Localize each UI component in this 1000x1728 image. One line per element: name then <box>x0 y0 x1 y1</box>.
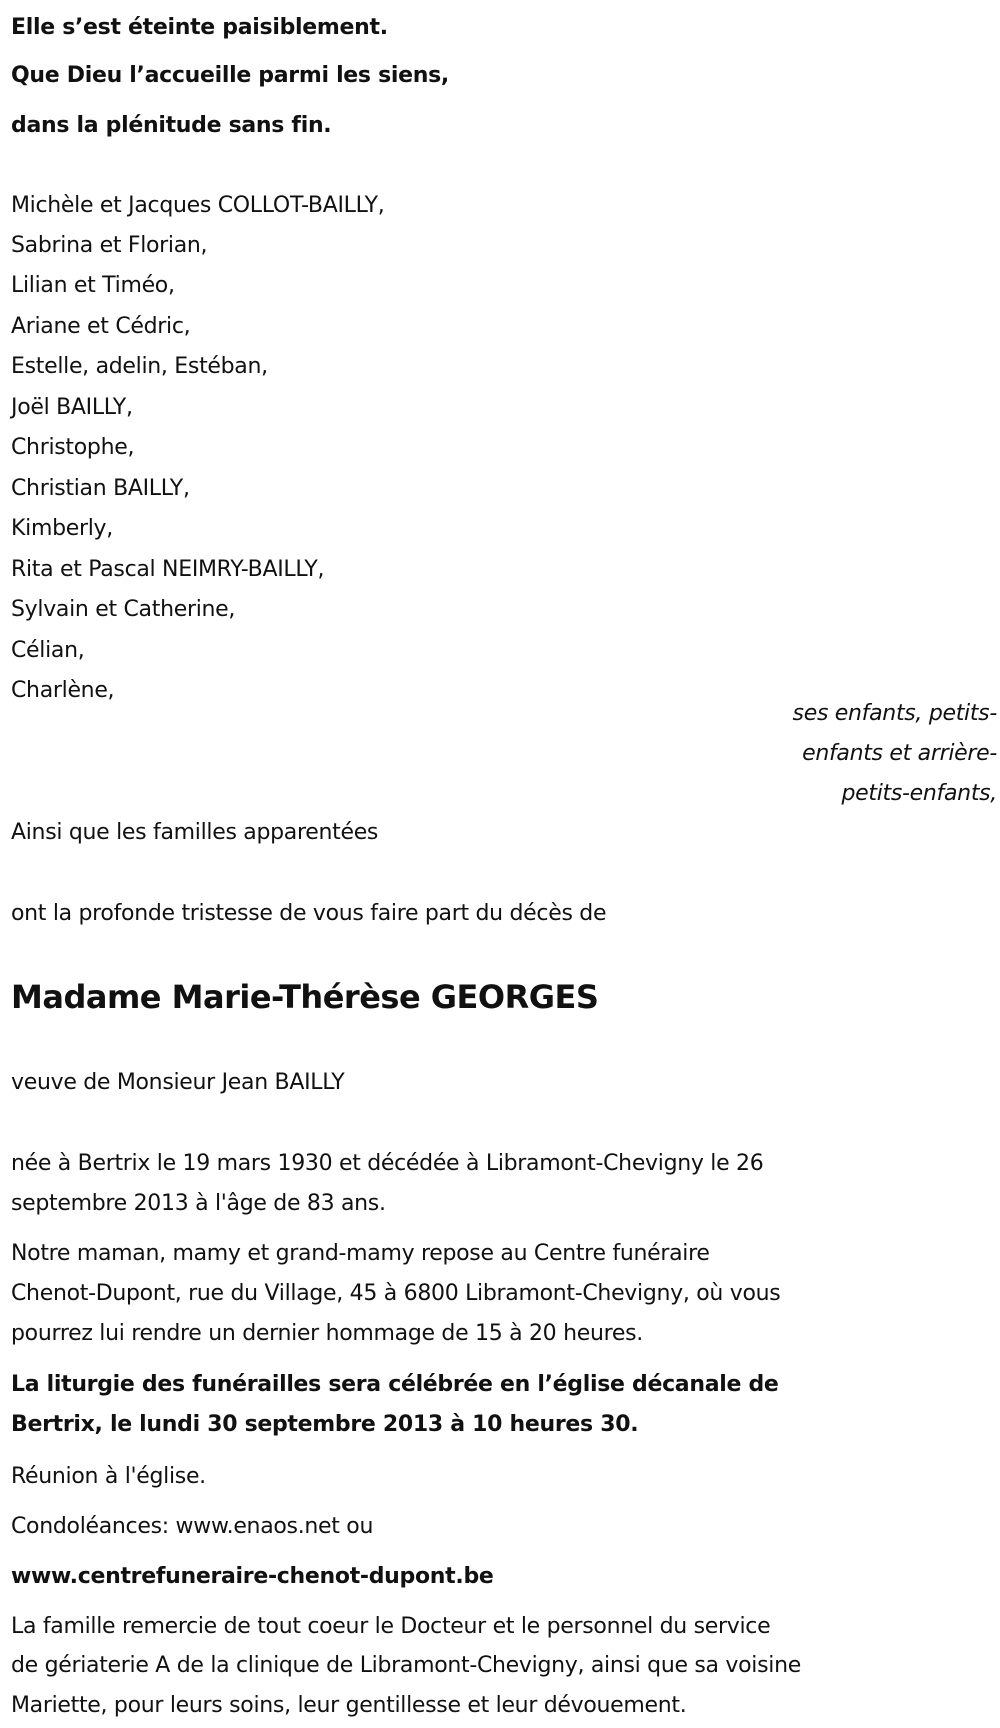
repose-text: pourrez lui rendre un dernier hommage de 15 à 20 heures. <box>11 1321 643 1346</box>
family-member: Lilian et Timéo, <box>11 273 175 298</box>
family-member: Célian, <box>11 638 85 663</box>
family-member: Christian BAILLY, <box>11 476 190 501</box>
meeting-text: Réunion à l'église. <box>11 1464 206 1489</box>
family-member: Christophe, <box>11 435 135 460</box>
website-link[interactable]: www.centrefuneraire-chenot-dupont.be <box>11 1564 494 1589</box>
liturgy-text: La liturgie des funérailles sera célébrée en l’église décanale de <box>11 1372 779 1397</box>
family-member: Kimberly, <box>11 516 113 541</box>
family-member: Michèle et Jacques COLLOT-BAILLY, <box>11 193 385 218</box>
intro-line: dans la plénitude sans fin. <box>11 113 332 138</box>
birth-death-text: née à Bertrix le 19 mars 1930 et décédée à Libramont-Chevigny le 26 <box>11 1151 764 1176</box>
intro-line: Elle s’est éteinte paisiblement. <box>11 15 388 40</box>
repose-text: Chenot-Dupont, rue du Village, 45 à 6800 Libramont-Chevigny, où vous <box>11 1281 781 1306</box>
deceased-name: Madame Marie-Thérèse GEORGES <box>11 978 599 1016</box>
liturgy-text: Bertrix, le lundi 30 septembre 2013 à 10 heures 30. <box>11 1412 639 1437</box>
relatives-text: Ainsi que les familles apparentées <box>11 820 379 845</box>
announcement-text: ont la profonde tristesse de vous faire part du décès de <box>11 901 607 926</box>
family-role: ses enfants, petits- <box>792 701 997 726</box>
family-member: Ariane et Cédric, <box>11 314 191 339</box>
family-role: petits-enfants, <box>841 781 997 806</box>
family-member: Rita et Pascal NEIMRY-BAILLY, <box>11 557 325 582</box>
family-member: Charlène, <box>11 678 115 703</box>
family-member: Sabrina et Florian, <box>11 233 208 258</box>
widow-of-text: veuve de Monsieur Jean BAILLY <box>11 1070 345 1095</box>
family-role: enfants et arrière- <box>802 741 997 766</box>
thanks-text: Mariette, pour leurs soins, leur gentillesse et leur dévouement. <box>11 1693 687 1718</box>
condolences-text: Condoléances: www.enaos.net ou <box>11 1514 374 1539</box>
thanks-text: de gériaterie A de la clinique de Libramont-Chevigny, ainsi que sa voisine <box>11 1653 801 1678</box>
repose-text: Notre maman, mamy et grand-mamy repose au Centre funéraire <box>11 1241 710 1266</box>
family-member: Estelle, adelin, Estéban, <box>11 354 268 379</box>
birth-death-text: septembre 2013 à l'âge de 83 ans. <box>11 1191 386 1216</box>
thanks-text: La famille remercie de tout coeur le Docteur et le personnel du service <box>11 1614 771 1639</box>
intro-line: Que Dieu l’accueille parmi les siens, <box>11 63 449 88</box>
family-member: Joël BAILLY, <box>11 395 133 420</box>
family-member: Sylvain et Catherine, <box>11 597 236 622</box>
